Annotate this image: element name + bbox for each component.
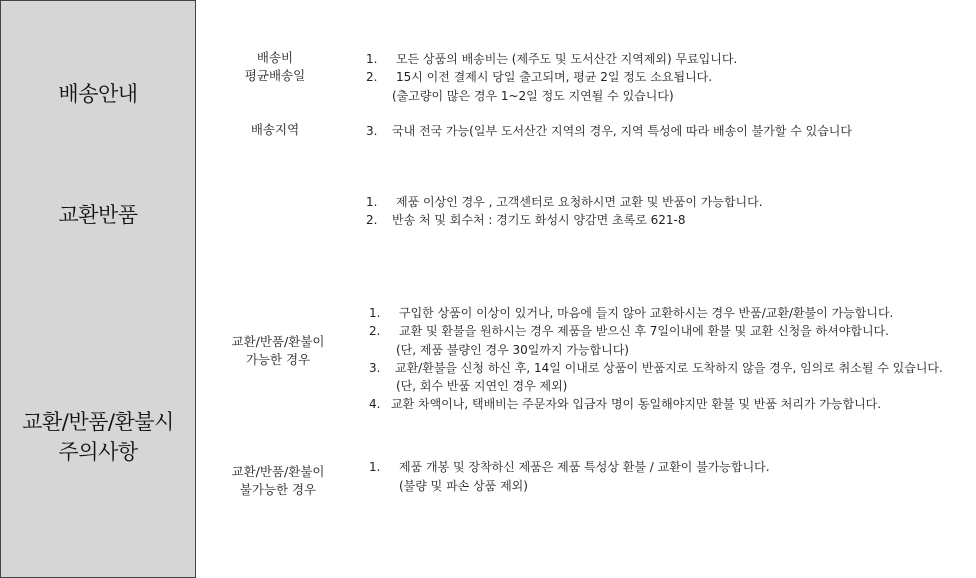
item-number: 3. [366, 124, 378, 138]
shipping-delay-note: (출고량이 많은 경우 1~2일 정도 지연될 수 있습니다) [392, 89, 674, 103]
notice-section-title-line2: 주의사항 [58, 440, 138, 464]
shipping-section-title: 배송안내 [58, 82, 138, 106]
item-text: 15시 이전 결제시 당일 출고되며, 평균 2일 정도 소요됩니다. [396, 70, 713, 84]
item-number: 2. [366, 213, 378, 227]
item-number: 2. [369, 324, 381, 338]
possible-note: (단, 회수 반품 지연인 경우 제외) [396, 379, 568, 393]
impossible-item [369, 458, 770, 476]
possible-note: (단, 제품 불량인 경우 30일까지 가능합니다) [396, 343, 629, 357]
item-number: 1. [366, 195, 378, 209]
item-number: 1. [369, 460, 381, 474]
notice-section-title-line1: 교환/반품/환불시 [22, 410, 174, 434]
shipping-area-label: 배송지역 [250, 122, 300, 137]
item-text: 제품 개봉 및 장착하신 제품은 제품 특성상 환불 / 교환이 불가능합니다. [399, 460, 770, 474]
item-text: 교환 차액이나, 택배비는 주문자와 입금자 명이 동일해야지만 환불 및 반품 처리가 가능합니다. [391, 397, 882, 411]
sidebar [0, 0, 196, 578]
possible-label-line2: 가능한 경우 [245, 352, 311, 367]
item-number: 3. [369, 361, 381, 375]
possible-label-line1: 교환/반품/환불이 [231, 334, 325, 349]
item-text: 반송 처 및 회수처 : 경기도 화성시 양감면 초록로 621-8 [392, 213, 686, 227]
item-number: 4. [369, 397, 381, 411]
shipping-avg-label: 평균배송일 [244, 68, 306, 83]
possible-item [369, 395, 881, 413]
item-number: 1. [369, 306, 381, 320]
item-text: 모든 상품의 배송비는 (제주도 및 도서산간 지역제외) 무료입니다. [396, 52, 738, 66]
item-text: 교환 및 환불을 원하시는 경우 제품을 받으신 후 7일이내에 환불 및 교환 신청을 하셔야합니다. [399, 324, 889, 338]
item-text: 교환/환불을 신청 하신 후, 14일 이내로 상품이 반품지로 도착하지 않을 경우, 임의로 취소될 수 있습니다. [395, 361, 943, 375]
item-text: 국내 전국 가능(일부 도서산간 지역의 경우, 지역 특성에 따라 배송이 불가할 수 있습니다 [392, 124, 852, 138]
shipping-area-item [366, 122, 852, 140]
exchange-item [366, 211, 686, 229]
item-number: 2. [366, 70, 378, 84]
possible-item [369, 304, 893, 322]
shipping-item [366, 50, 737, 68]
possible-item [369, 322, 889, 340]
exchange-section-title: 교환반품 [58, 203, 138, 227]
item-text: 제품 이상인 경우 , 고객센터로 요청하시면 교환 및 반품이 가능합니다. [396, 195, 763, 209]
impossible-label-line2: 불가능한 경우 [239, 482, 317, 497]
shipping-item [366, 68, 712, 86]
shipping-fee-label: 배송비 [256, 50, 294, 65]
impossible-note: (불량 및 파손 상품 제외) [399, 479, 528, 493]
exchange-item [366, 193, 763, 211]
item-text: 구입한 상품이 이상이 있거나, 마음에 들지 않아 교환하시는 경우 반품/교환/환불이 가능합니다. [399, 306, 894, 320]
item-number: 1. [366, 52, 378, 66]
possible-item [369, 359, 943, 377]
impossible-label-line1: 교환/반품/환불이 [231, 464, 325, 479]
